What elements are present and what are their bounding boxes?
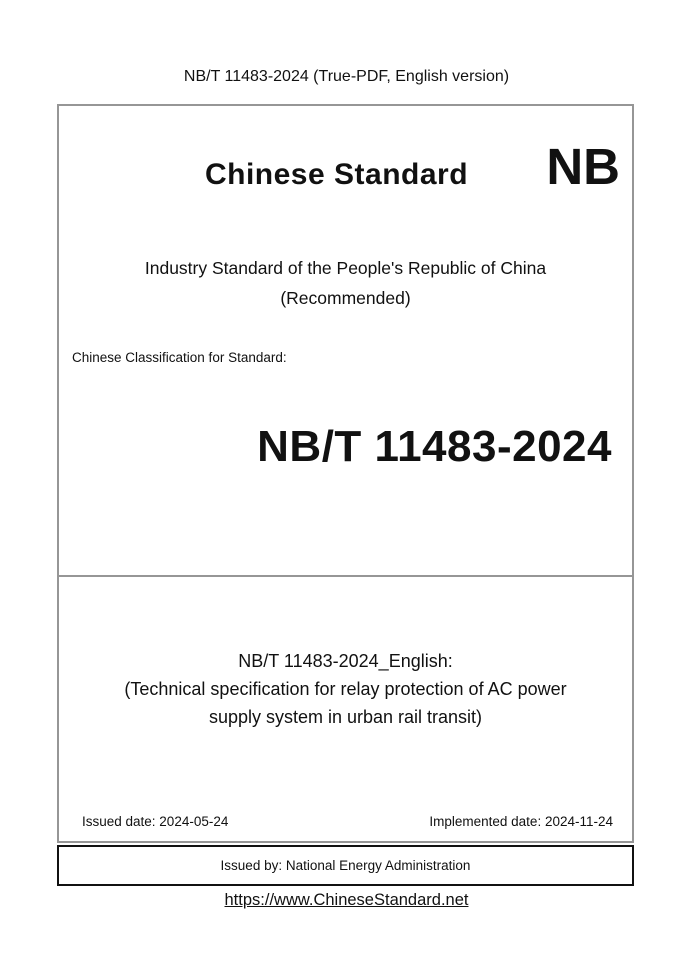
footer-link-wrap	[0, 891, 693, 910]
standard-number: NB/T 11483-2024	[257, 422, 612, 471]
english-title-block	[59, 647, 632, 731]
english-title-line3: supply system in urban rail transit)	[208, 707, 483, 727]
page-title: Chinese Standard	[204, 158, 469, 191]
cover-top-section	[59, 106, 632, 575]
document-header-title: NB/T 11483-2024 (True-PDF, English version)	[183, 68, 510, 85]
classification-label: Chinese Classification for Standard:	[72, 350, 287, 365]
nb-logo: NB	[546, 138, 620, 195]
chinesestandard-website-link[interactable]: https://www.ChineseStandard.net	[224, 891, 469, 909]
cover-main-box	[57, 104, 634, 843]
recommended-note: (Recommended)	[280, 288, 411, 308]
issued-by-label: Issued by: National Energy Administration	[220, 858, 471, 873]
dates-row	[82, 813, 613, 830]
issuer-box	[57, 845, 634, 886]
title-row	[71, 138, 622, 204]
english-title-line2: (Technical specification for relay protection of AC power	[124, 679, 567, 699]
implemented-date-label: Implemented date: 2024-11-24	[429, 814, 613, 829]
issued-date-label: Issued date: 2024-05-24	[82, 814, 229, 829]
cover-bottom-section	[59, 577, 632, 841]
industry-standard-subtitle: Industry Standard of the People's Republic of China	[144, 258, 547, 278]
english-title-line1: NB/T 11483-2024_English:	[238, 651, 453, 671]
